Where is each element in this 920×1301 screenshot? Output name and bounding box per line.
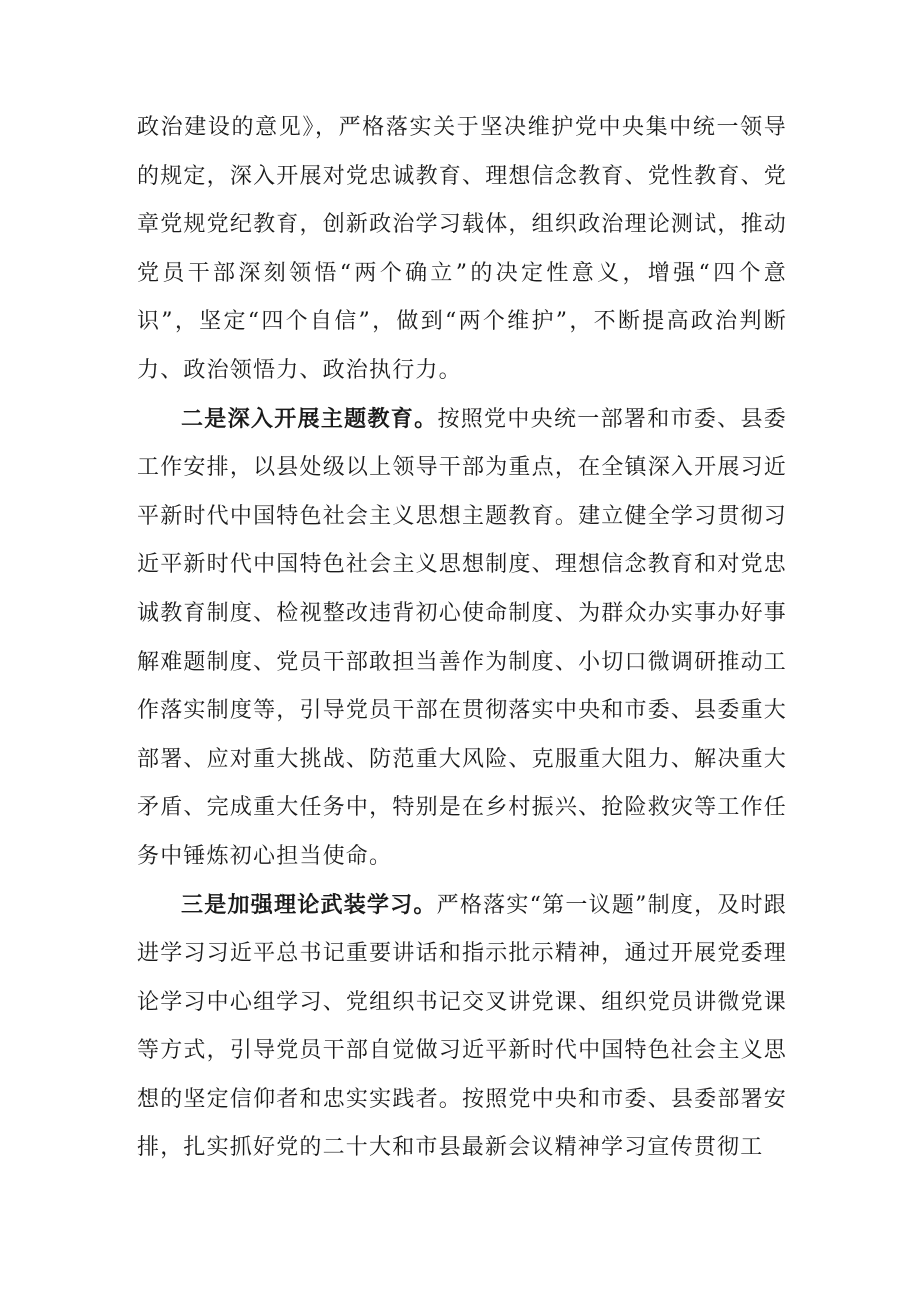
- paragraph-body: 严格落实“第一议题”制度，及时跟进学习习近平总书记重要讲话和指示批示精神，通过开展党委理论学习中心组学习、党组织书记交叉讲党课、组织党员讲微党课等方式，引导党员干部自觉做习近平新时代中国特色社会主义思想的坚定信仰者和忠实实践者。按照党中央和市委、县委部署安排，扎实抓好党的二十大和市县最新会议精神学习宣传贯彻工: [137, 892, 787, 1161]
- paragraph-lead: 二是深入开展主题教育。: [181, 406, 438, 432]
- paragraph-lead: 三是加强理论武装学习。: [181, 892, 437, 918]
- document-body: [137, 104, 787, 1173]
- paragraph-body: 按照党中央统一部署和市委、县委工作安排，以县处级以上领导干部为重点，在全镇深入开展习近平新时代中国特色社会主义思想主题教育。建立健全学习贯彻习近平新时代中国特色社会主义思想制度、理想信念教育和对党忠诚教育制度、检视整改违背初心使命制度、为群众办实事办好事解难题制度、党员干部敢担当善作为制度、小切口微调研推动工作落实制度等，引导党员干部在贯彻落实中央和市委、县委重大部署、应对重大挑战、防范重大风险、克服重大阻力、解决重大矛盾、完成重大任务中，特别是在乡村振兴、抢险救灾等工作任务中锤炼初心担当使命。: [137, 406, 787, 869]
- paragraph-continuation: [137, 104, 787, 396]
- paragraph-theme-education: [137, 396, 787, 882]
- paragraph-theory-study: [137, 882, 787, 1174]
- paragraph-body: 政治建设的意见》，严格落实关于坚决维护党中央集中统一领导的规定，深入开展对党忠诚教育、理想信念教育、党性教育、党章党规党纪教育，创新政治学习载体，组织政治理论测试，推动党员干部深刻领悟“两个确立”的决定性意义，增强“四个意识”，坚定“四个自信”，做到“两个维护”，不断提高政治判断力、政治领悟力、政治执行力。: [137, 115, 787, 383]
